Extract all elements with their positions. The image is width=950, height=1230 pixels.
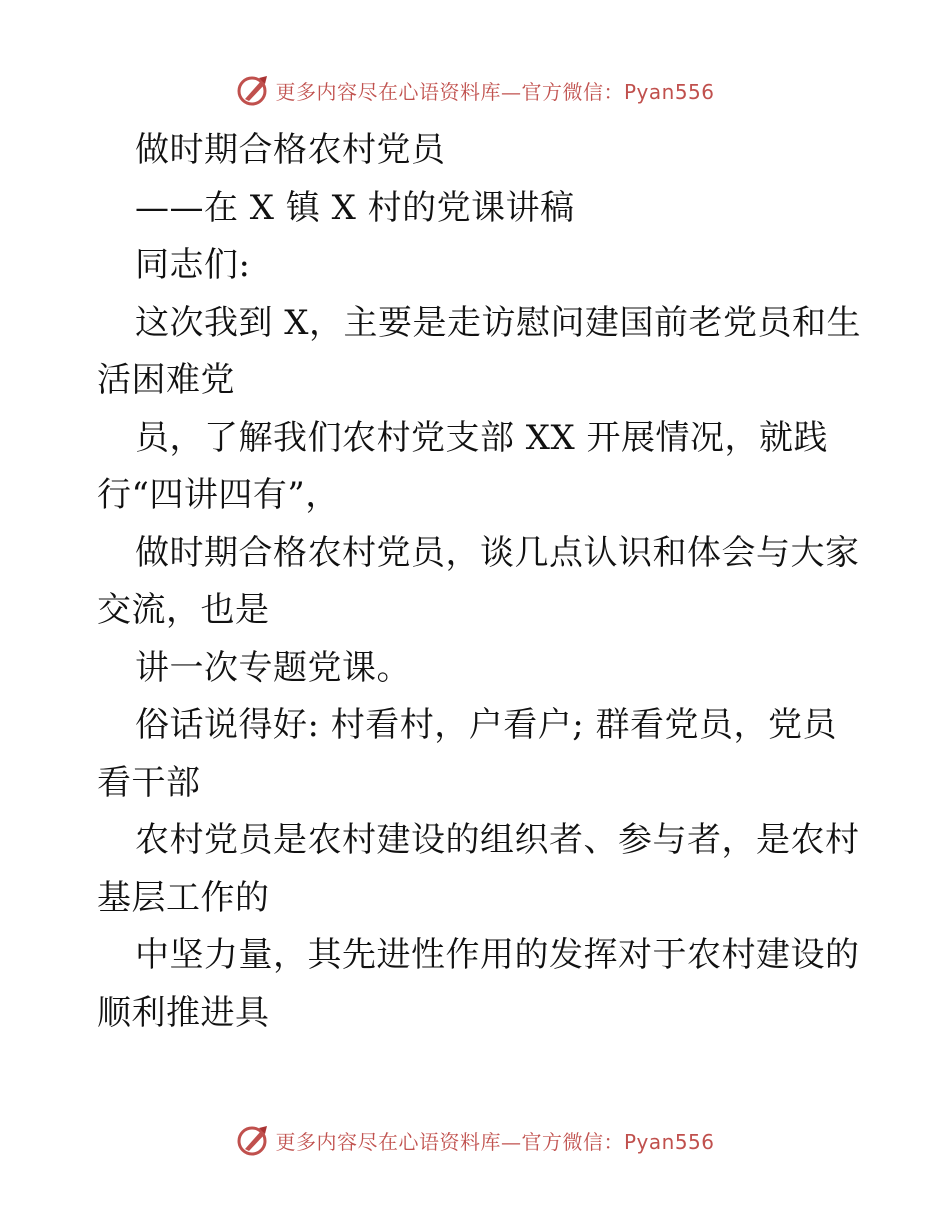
pen-logo-icon [235, 1122, 271, 1158]
text-line: 讲一次专题党课。 [135, 647, 411, 688]
text-line: ——在 X 镇 X 村的党课讲稿 [135, 187, 575, 228]
banner-text: 更多内容尽在心语资料库—官方微信： [275, 1129, 624, 1154]
text-line: 中坚力量，其先进性作用的发挥对于农村建设的 [135, 935, 860, 975]
banner-wechat-id: Pyan556 [623, 1129, 715, 1154]
text-line: 农村党员是农村建设的组织者、参与者，是农村 [135, 820, 860, 860]
header-watermark-banner [0, 70, 950, 110]
text-line: 做时期合格农村党员，谈几点认识和体会与大家 [135, 532, 860, 573]
footer-watermark-banner [0, 1120, 950, 1160]
text-line: 看干部 [97, 762, 201, 803]
banner-text: 更多内容尽在心语资料库—官方微信： [275, 79, 624, 104]
text-line: 行“四讲四有”， [97, 475, 340, 515]
text-line: 这次我到 X，主要是走访慰问建国前老党员和生 [135, 302, 862, 343]
document-body [97, 122, 862, 1042]
pen-logo-icon [235, 72, 271, 108]
text-line: 交流，也是 [97, 590, 270, 630]
text-line: 基层工作的 [97, 877, 270, 918]
text-line: 俗话说得好: 村看村，户看户; 群看党员，党员 [135, 705, 838, 745]
text-line: 员，了解我们农村党支部 XX 开展情况，就践 [135, 417, 829, 458]
text-line: 顺利推进具 [97, 992, 270, 1033]
text-line: 做时期合格农村党员 [135, 130, 446, 170]
banner-wechat-id: Pyan556 [623, 79, 715, 104]
text-line: 活困难党 [97, 360, 235, 400]
text-line: 同志们: [135, 245, 251, 285]
